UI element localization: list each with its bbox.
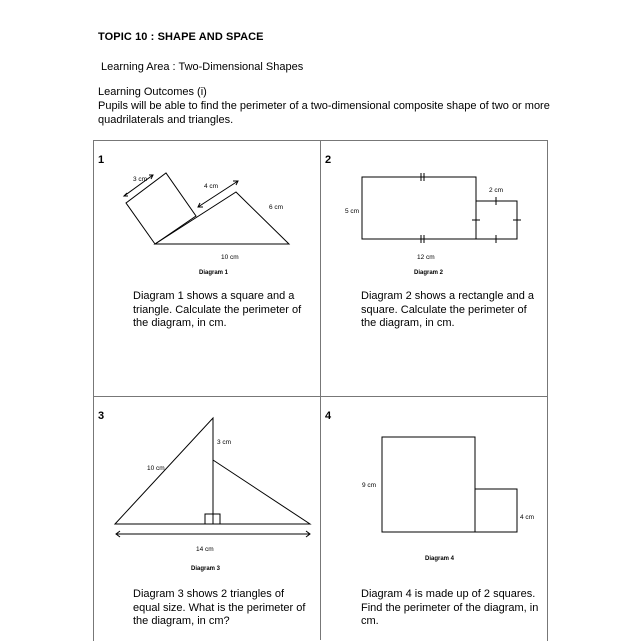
learning-outcomes-text: Pupils will be able to find the perimeter of a two-dimensional composite shape of two or more quadrilaterals and triangles. bbox=[98, 100, 550, 126]
diagram-1-label-3cm: 3 cm bbox=[133, 176, 148, 183]
diagram-4-label-9cm: 9 cm bbox=[362, 482, 377, 489]
question-2-text: Diagram 2 shows a rectangle and a square. Calculate the perimeter of the diagram, in cm. bbox=[361, 290, 535, 329]
topic-title: TOPIC 10 : SHAPE AND SPACE bbox=[98, 31, 264, 43]
question-number-3: 3 bbox=[98, 410, 105, 422]
diagram-3-caption: Diagram 3 bbox=[191, 566, 221, 572]
diagram-2-caption: Diagram 2 bbox=[414, 270, 444, 276]
diagram-1-label-6cm: 6 cm bbox=[269, 204, 284, 211]
question-number-4: 4 bbox=[325, 410, 332, 422]
diagram-3-label-3cm: 3 cm bbox=[217, 439, 232, 446]
question-1-text: Diagram 1 shows a square and a triangle. Calculate the perimeter of the diagram, in cm. bbox=[133, 290, 302, 329]
diagram-4 bbox=[382, 437, 517, 532]
diagram-2-label-12cm: 12 cm bbox=[417, 254, 435, 261]
question-number-2: 2 bbox=[325, 154, 332, 166]
learning-area: Learning Area : Two-Dimensional Shapes bbox=[101, 61, 304, 73]
diagram-3-label-14cm: 14 cm bbox=[196, 546, 214, 553]
question-4-text: Diagram 4 is made up of 2 squares. Find the perimeter of the diagram, in cm. bbox=[361, 588, 539, 627]
diagram-2-label-5cm: 5 cm bbox=[345, 208, 360, 215]
question-number-1: 1 bbox=[98, 154, 105, 166]
diagram-2 bbox=[362, 173, 521, 243]
learning-outcomes-title: Learning Outcomes (i) bbox=[98, 86, 207, 98]
diagram-2-label-2cm: 2 cm bbox=[489, 187, 504, 194]
diagram-4-label-4cm: 4 cm bbox=[520, 514, 535, 521]
diagram-3 bbox=[115, 418, 310, 537]
diagram-1-caption: Diagram 1 bbox=[199, 270, 229, 276]
diagram-1-label-4cm: 4 cm bbox=[204, 183, 219, 190]
diagram-1-label-10cm: 10 cm bbox=[221, 254, 239, 261]
question-3-text: Diagram 3 shows 2 triangles of equal size. What is the perimeter of the diagram, in cm? bbox=[133, 588, 306, 627]
diagram-4-caption: Diagram 4 bbox=[425, 556, 455, 562]
diagram-3-label-10cm: 10 cm bbox=[147, 465, 165, 472]
